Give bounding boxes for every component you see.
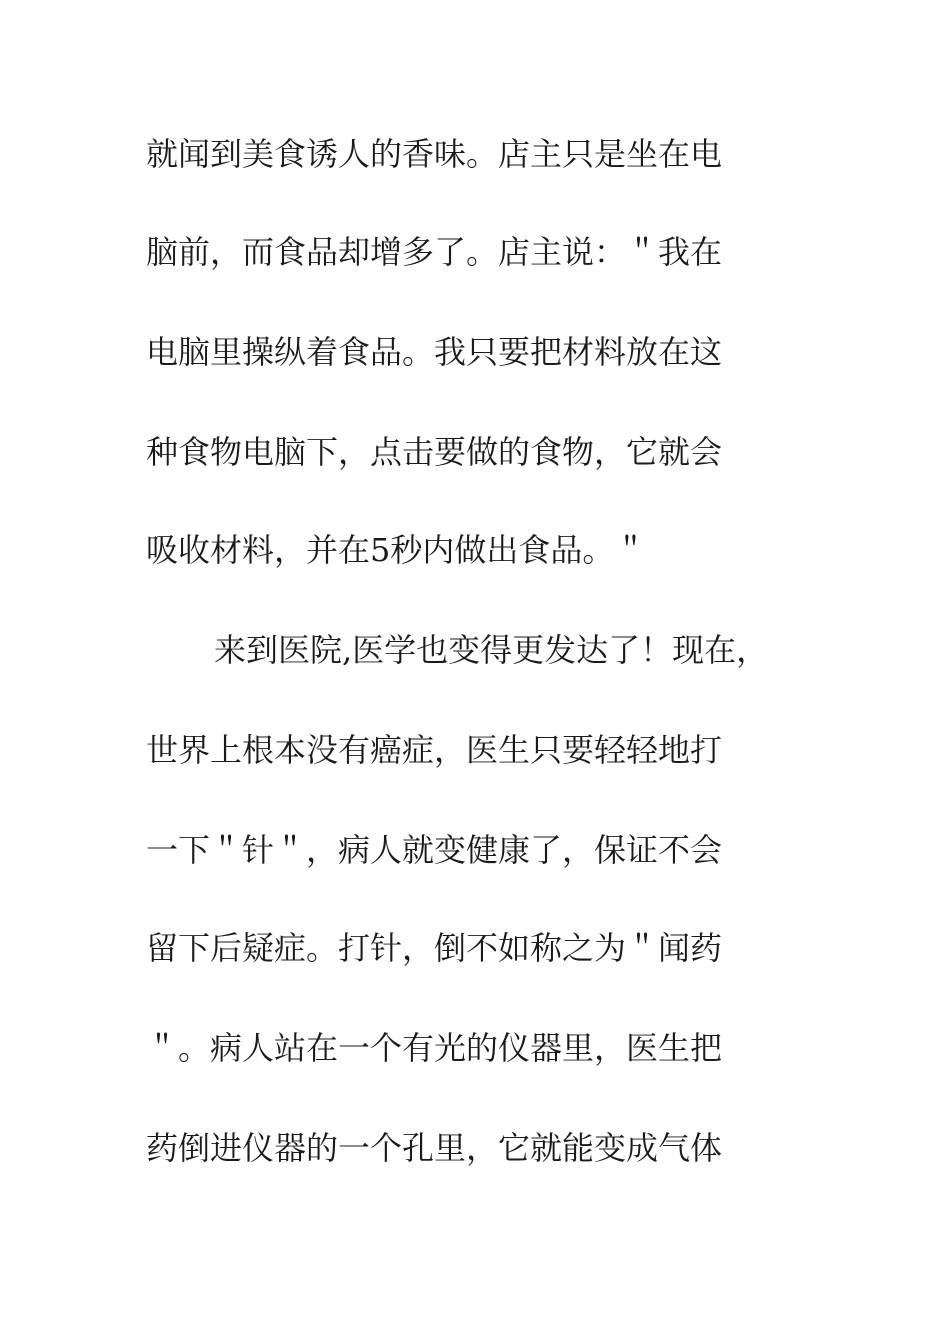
text-line-5: 吸收材料，并在5秒内做出食品。＂ xyxy=(146,531,647,569)
text-line-11: 药倒进仪器的一个孔里，它就能变成气体 xyxy=(146,1129,723,1167)
text-line-3: 电脑里操纵着食品。我只要把材料放在这 xyxy=(146,333,723,371)
text-line-2: 脑前，而食品却增多了。店主说：＂我在 xyxy=(146,233,723,271)
text-line-1: 就闻到美食诱人的香味。店主只是坐在电 xyxy=(146,135,723,173)
text-line-7: 世界上根本没有癌症，医生只要轻轻地打 xyxy=(146,731,723,769)
text-line-10: ＂。病人站在一个有光的仪器里，医生把 xyxy=(146,1029,723,1067)
text-line-8: 一下＂针＂，病人就变健康了，保证不会 xyxy=(146,831,723,869)
text-line-6-paragraph-start: 来到医院,医学也变得更发达了！现在， xyxy=(214,631,769,669)
text-line-4: 种食物电脑下，点击要做的食物，它就会 xyxy=(146,433,723,471)
text-line-9: 留下后疑症。打针，倒不如称之为＂闻药 xyxy=(146,929,723,967)
